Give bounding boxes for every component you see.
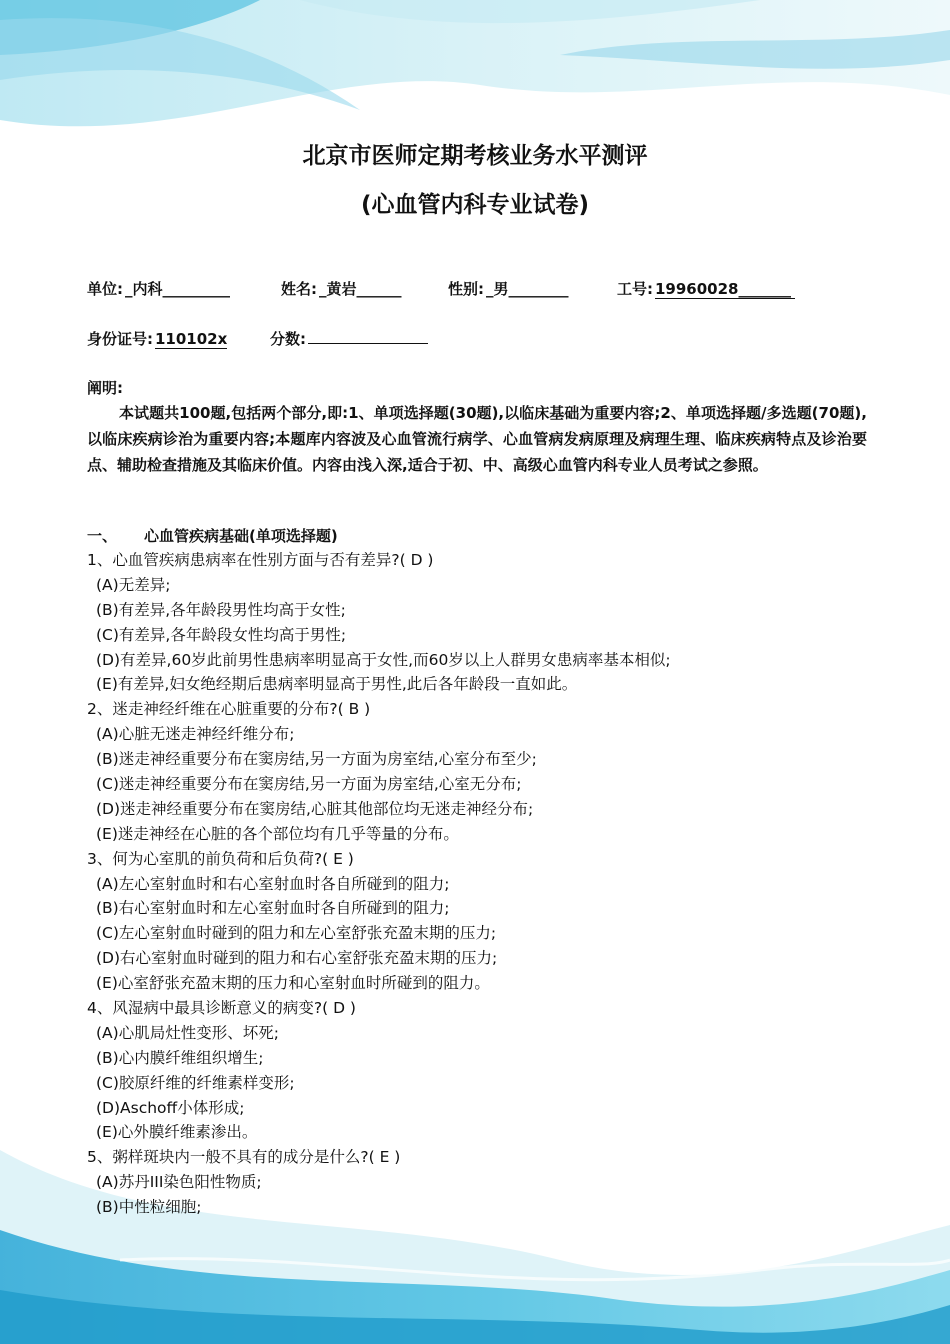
option: (B)右心室射血时和左心室射血时各自所碰到的阻力;	[96, 899, 450, 918]
question-4: 4、风湿病中最具诊断意义的病变?( D )	[87, 999, 356, 1018]
unit-value: _内科_________	[125, 280, 231, 298]
question-5: 5、粥样斑块内一般不具有的成分是什么?( E )	[87, 1148, 401, 1167]
option: (E)有差异,妇女绝经期后患病率明显高于男性,此后各年龄段一直如此。	[96, 675, 578, 694]
notice-label: 阐明:	[87, 379, 123, 397]
question-list	[87, 548, 671, 1220]
section-title: 心血管疾病基础(单项选择题)	[144, 527, 338, 545]
option: (B)迷走神经重要分布在窦房结,另一方面为房室结,心室分布至少;	[96, 750, 537, 769]
section-heading	[87, 525, 338, 546]
name-label: 姓名:	[281, 280, 317, 298]
option: (C)左心室射血时碰到的阻力和左心室舒张充盈末期的压力;	[96, 924, 497, 943]
option: (A)无差异;	[96, 575, 171, 594]
option: (C)有差异,各年龄段女性均高于男性;	[96, 625, 347, 644]
option: (D)迷走神经重要分布在窦房结,心脏其他部位均无迷走神经分布;	[96, 799, 534, 818]
gender-field	[448, 278, 569, 299]
option: (E)迷走神经在心脏的各个部位均有几乎等量的分布。	[96, 824, 459, 843]
employee-id-label: 工号:	[617, 280, 653, 298]
exam-title: 北京市医师定期考核业务水平测评	[302, 143, 648, 169]
notice-paragraph	[87, 400, 867, 478]
option: (B)有差异,各年龄段男性均高于女性;	[96, 600, 346, 619]
idcard-value: 110102x	[155, 330, 228, 348]
score-label: 分数:	[270, 330, 306, 348]
option: (D)Aschoff小体形成;	[96, 1098, 245, 1117]
employee-id-field	[617, 278, 795, 299]
unit-field	[87, 278, 230, 299]
option: (A)心肌局灶性变形、坏死;	[96, 1023, 279, 1042]
section-number: 一、	[87, 527, 118, 545]
name-field	[281, 278, 402, 299]
question-3: 3、何为心室肌的前负荷和后负荷?( E )	[87, 849, 354, 868]
option: (A)苏丹III染色阳性物质;	[96, 1173, 262, 1192]
question-2: 2、迷走神经纤维在心脏重要的分布?( B )	[87, 700, 371, 719]
option: (E)心外膜纤维素渗出。	[96, 1123, 258, 1142]
exam-subtitle: (心血管内科专业试卷)	[360, 192, 590, 218]
option: (B)心内膜纤维组织增生;	[96, 1048, 264, 1067]
option: (A)心脏无迷走神经纤维分布;	[96, 725, 295, 744]
question-1: 1、心血管疾病患病率在性别方面与否有差异?( D )	[87, 551, 434, 569]
option: (C)胶原纤维的纤维素样变形;	[96, 1073, 295, 1092]
option: (A)左心室射血时和右心室射血时各自所碰到的阻力;	[96, 874, 450, 893]
employee-id-value: 19960028_______	[655, 281, 795, 299]
score-value	[308, 342, 428, 344]
notice-text: 本试题共100题,包括两个部分,即:1、单项选择题(30题),以临床基础为重要内容;2、单项选择题/多选题(70题),以临床疾病诊治为重要内容;本题库内容波及心血管流行病学、心血管病发病原理及病理生理、临床疾病特点及诊治要点、辅助检查措施及其临床价值。内容由浅入深,适合于初、中、高级心血管内科专业人员考试之参照。	[87, 404, 867, 474]
option: (E)心室舒张充盈末期的压力和心室射血时所碰到的阻力。	[96, 974, 490, 993]
option: (B)中性粒细胞;	[96, 1198, 202, 1217]
score-field	[270, 328, 428, 349]
unit-label: 单位:	[87, 280, 123, 298]
idcard-label: 身份证号:	[87, 330, 153, 348]
option: (D)有差异,60岁此前男性患病率明显高于女性,而60岁以上人群男女患病率基本相似;	[96, 650, 671, 669]
idcard-field	[87, 328, 227, 349]
gender-label: 性别:	[448, 280, 484, 298]
gender-value: _男________	[486, 280, 569, 298]
name-value: _黄岩______	[319, 280, 402, 298]
option: (C)迷走神经重要分布在窦房结,另一方面为房室结,心室无分布;	[96, 775, 522, 794]
option: (D)右心室射血时碰到的阻力和右心室舒张充盈末期的压力;	[96, 949, 498, 968]
